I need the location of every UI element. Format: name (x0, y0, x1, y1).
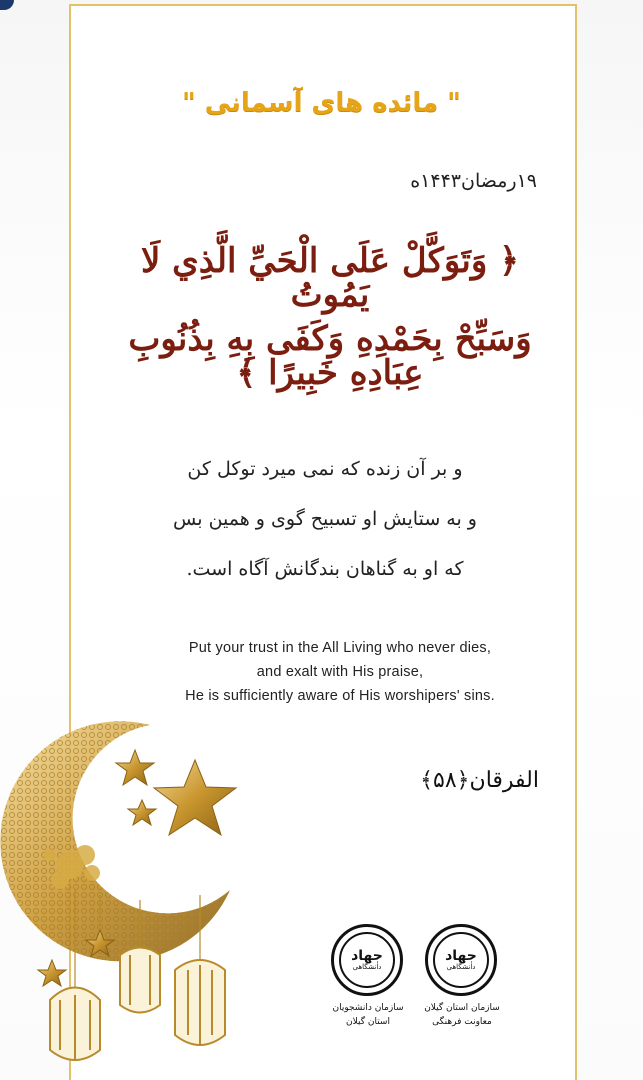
logo-caption-cultural (412, 1002, 512, 1029)
caption-line-1: سازمان استان گیلان (424, 1003, 500, 1013)
caption-line-1: سازمان دانشجویان (332, 1003, 404, 1013)
logo-name: جهاد (351, 947, 383, 964)
surah-reference: الفرقان﴿۵۸﴾ (420, 768, 539, 793)
persian-translation-line-2: و به ستایش او تسبیح گوی و همین بس (173, 508, 477, 530)
english-translation-line-1: Put your trust in the All Living who never dies, (188, 640, 492, 656)
logo-sub: دانشگاهی (352, 962, 382, 971)
logo-caption-students (318, 1002, 418, 1029)
persian-translation-line-3: که او به گناهان بندگانش آگاه است. (186, 558, 464, 580)
crescent-moon-icon (0, 721, 230, 961)
persian-translation-line-1: و بر آن زنده که نمی میرد توکل کن (187, 458, 463, 480)
jahad-logo-cultural (425, 924, 497, 996)
english-translation-line-2: and exalt with His praise, (256, 664, 424, 680)
poster-title: " مائده های آسمانی " (182, 88, 461, 118)
logo-name: جهاد (445, 947, 477, 964)
logo-sub: دانشگاهی (446, 962, 476, 971)
profile-badge (0, 0, 14, 10)
caption-line-2: استان گیلان (346, 1016, 390, 1027)
date-label: ۱۹رمضان۱۴۴۳ه (410, 170, 537, 192)
english-translation-line-3: He is sufficiently aware of His worshipers' sins. (185, 688, 495, 704)
lantern-icon (50, 948, 225, 1061)
arabic-verse-line-1: ﴿ وَتَوَكَّلْ عَلَى الْحَيِّ الَّذِي لَا يَمُوتُ (140, 241, 520, 315)
arabic-verse-line-2: وَسَبِّحْ بِحَمْدِهِ وَكَفَى بِهِ بِذُنُوبِ عِبَادِهِ خَبِيرًا ﴾ (128, 319, 532, 393)
jahad-logo-students (331, 924, 403, 996)
crescent-lantern-decoration (0, 715, 300, 1080)
caption-line-2: معاونت فرهنگی (432, 1016, 492, 1027)
